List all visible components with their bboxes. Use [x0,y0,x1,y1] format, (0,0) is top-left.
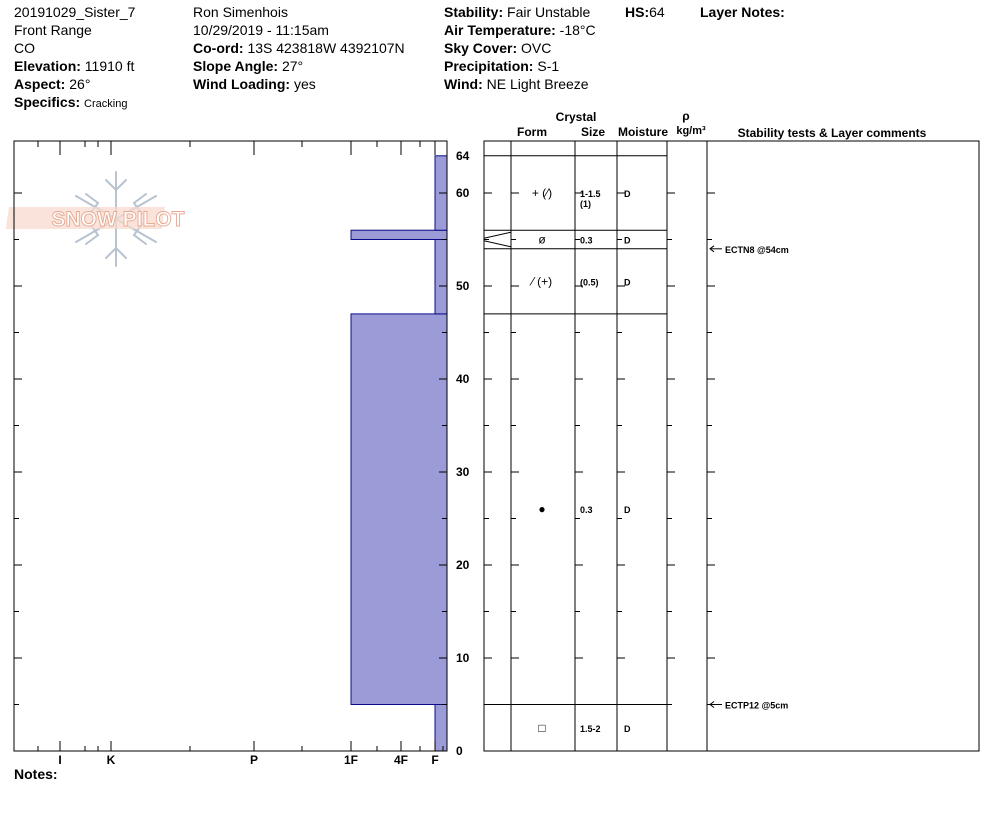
pit-name: 20191029_Sister_7 [14,4,136,20]
header-form: Form [517,125,547,139]
moisture: D [624,189,631,199]
elevation-value: 11910 ft [84,58,135,74]
sky-label: Sky Cover: [444,40,518,56]
hardness-bar [435,705,447,752]
stability-value: Fair Unstable [507,4,591,20]
notes-label: Notes: [14,766,58,782]
layer-row [532,186,631,209]
stability-test-label: ECTN8 @54cm [725,244,789,255]
sky-value: OVC [521,40,552,56]
moisture: D [624,277,631,288]
slope-value: 27° [281,58,304,74]
header-moisture: Moisture [617,125,669,139]
layer-table-frame [484,141,979,751]
layer-rows [529,186,631,735]
height-label-50: 50 [456,279,470,293]
hardness-bar [351,314,447,705]
header-size: Size [580,125,606,139]
moisture: D [624,235,631,246]
specifics-value: Cracking [84,98,128,110]
aspect-label: Aspect: [14,76,66,92]
wind-value: NE Light Breeze [486,76,589,92]
observer-name: Ron Simenhois [193,4,288,20]
elevation-label: Elevation: [14,58,81,74]
precip-value: S-1 [537,58,560,74]
observation-datetime: 10/29/2019 - 11:15am [193,22,329,38]
layer-row [529,274,631,288]
coord-label: Co-ord: [193,40,244,56]
hardness-bar [351,230,447,239]
grain-size: (0.5) [580,277,599,288]
grain-form-icon: □ [538,720,546,735]
hardness-label-f: F [431,753,439,767]
height-label-30: 30 [456,465,470,479]
layer-connector [484,241,511,247]
grain-form-icon: ● [538,502,546,517]
range-name: Front Range [14,22,92,38]
hardness-label-p: P [249,753,259,767]
grain-form-icon: + (⁄) [531,186,553,200]
header-crystal: Crystal [555,110,597,124]
height-axis-labels [456,149,470,758]
height-label-20: 20 [456,558,470,572]
header-stability-comments: Stability tests & Layer comments [737,126,927,140]
hardness-bar [435,240,447,314]
grain-form-icon: ø [538,232,546,247]
wind-label: Wind: [444,76,483,92]
hs-label: HS: [625,4,650,20]
stability-test-label: ECTP12 @5cm [725,700,789,711]
grain-size: 0.3 [580,505,593,516]
height-label-0: 0 [456,744,463,758]
hardness-label-4f: 4F [393,753,409,767]
specifics-label: Specifics: [14,94,81,110]
precip-label: Precipitation: [444,58,534,74]
wind-loading-value: yes [293,76,316,92]
layer-notes-label: Layer Notes: [700,4,785,20]
hardness-label-1f: 1F [343,753,359,767]
moisture: D [624,505,631,516]
grain-form-icon: ⁄ (+) [531,274,553,289]
stability-tests [710,245,789,711]
hardness-profile [351,156,447,751]
air-temp-label: Air Temperature: [444,22,556,38]
state-name: CO [14,40,35,56]
hardness-label-k: K [106,753,116,767]
stability-label: Stability: [444,4,504,20]
height-label-10: 10 [456,651,470,665]
table-depth-ticks [484,193,715,751]
height-label-60: 60 [456,186,470,200]
aspect-value: 26° [69,76,91,92]
moisture: D [624,723,631,734]
grain-size-note: (1) [580,199,591,209]
header-rho: ρ [682,109,690,123]
wind-loading-label: Wind Loading: [193,76,291,92]
coord-value: 13S 423818W 4392107N [247,40,405,56]
hardness-label-i: I [58,753,62,767]
logo-text: SNOW PILOT [51,208,185,231]
grain-size: 1.5-2 [580,723,601,734]
slope-label: Slope Angle: [193,58,279,74]
header-density-unit: kg/m³ [676,125,706,137]
layer-connector [484,232,511,238]
grain-size: 1-1.5 [580,189,601,199]
air-temp-value: -18°C [559,22,596,38]
hs-value: 64 [649,4,665,20]
height-label-40: 40 [456,372,470,386]
height-label-64: 64 [456,148,470,163]
grain-size: 0.3 [580,235,593,246]
